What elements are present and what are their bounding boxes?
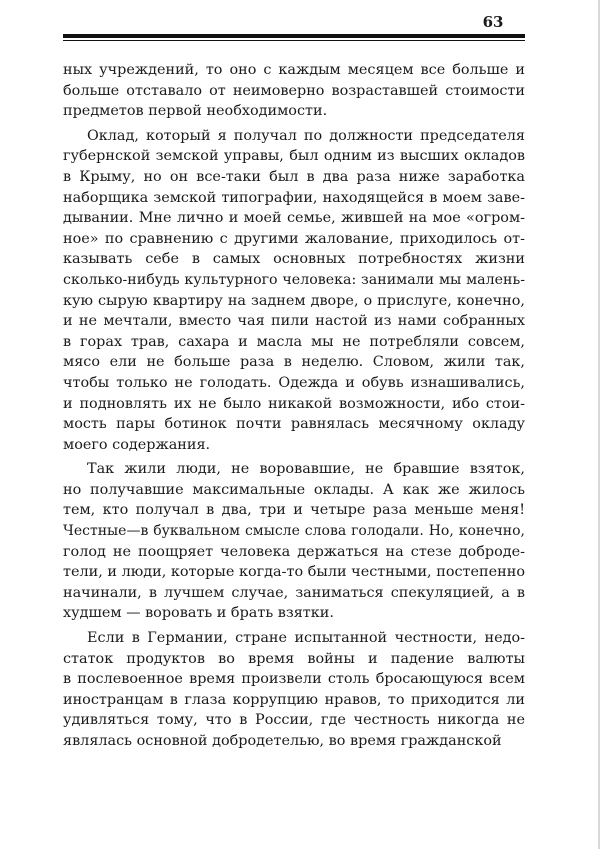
text-line: Если в Германии, стране испытанной честности, недо- (87, 630, 525, 647)
paragraph (63, 628, 525, 752)
text-line: но получавшие максимальные оклады. А как же жилось (63, 481, 525, 498)
paragraph (63, 60, 525, 122)
text-line: мость пары ботинок почти равнялась месячному окладу (63, 416, 525, 433)
text-line: являлась основной добродетелью, во время гражданской (63, 733, 502, 749)
text-line: казывать себе в самых основных потребностях жизни (63, 251, 525, 268)
text-line: тем, кто получал в два, три и четыре раза меньше меня! (63, 502, 525, 519)
text-line: и не мечтали, вместо чая пили настой из нами собранных (63, 313, 525, 330)
text-line: в Крыму, но он все-таки был в два раза ниже заработка (63, 168, 525, 185)
page-number: 63 (482, 13, 504, 31)
text-line: иностранцам в глаза коррупцию нравов, то приходится ли (63, 691, 525, 708)
text-line: статок продуктов во время войны и падение валюты (63, 650, 525, 667)
header-rule-thick (63, 34, 525, 38)
text-line: Честные—в буквальном смысле слова голодали. Но, конечно, (63, 523, 525, 540)
paragraph (63, 459, 525, 624)
text-line: начинали, в лучшем случае, заниматься спекуляцией, а в (63, 584, 525, 601)
text-line: наборщика земской типографии, находящейся в моем заве- (63, 189, 525, 206)
text-line: в послевоенное время произвели столь бросающуюся всем (63, 671, 525, 688)
text-line: худшем — воровать и брать взятки. (63, 605, 334, 622)
header-rule-thin (63, 40, 525, 41)
text-line: дывании. Мне лично и моей семье, жившей на мое «огром- (63, 210, 525, 227)
text-line: тели, и люди, которые когда-то были честными, постепенно (63, 564, 525, 581)
text-line: и подновлять их не было никакой возможности, ибо стои- (63, 395, 525, 412)
text-line: больше отставало от неимоверно возраставшей стоимости (63, 82, 525, 99)
text-line: предметов первой необходимости. (63, 103, 328, 120)
text-line: ное» по сравнению с другими жалование, приходилось от- (63, 230, 525, 247)
text-line: голод не поощряет человека держаться на стезе доброде- (63, 543, 525, 560)
text-line: кую сырую квартиру на заднем дворе, о прислуге, конечно, (63, 292, 525, 309)
text-line: сколько-нибудь культурного человека: занимали мы малень- (63, 271, 525, 288)
text-line: губернской земской управы, был одним из высших окладов (63, 148, 525, 165)
text-line: ных учреждений, то оно с каждым месяцем все больше и (63, 62, 525, 78)
text-line: Оклад, который я получал по должности председателя (87, 127, 525, 144)
text-line: в горах трав, сахара и масла мы не потребляли совсем, (63, 333, 525, 350)
text-line: Так жили люди, не воровавшие, не бравшие взяток, (87, 461, 525, 478)
text-line: чтобы только не голодать. Одежда и обувь изнашивались, (63, 374, 525, 391)
paragraph (63, 126, 525, 456)
body-text (63, 60, 525, 756)
text-line: удивляться тому, что в России, где честность никогда не (63, 712, 525, 729)
text-line: моего содержания. (63, 436, 211, 453)
text-line: мясо ели не больше раза в неделю. Словом, жили так, (63, 354, 525, 371)
